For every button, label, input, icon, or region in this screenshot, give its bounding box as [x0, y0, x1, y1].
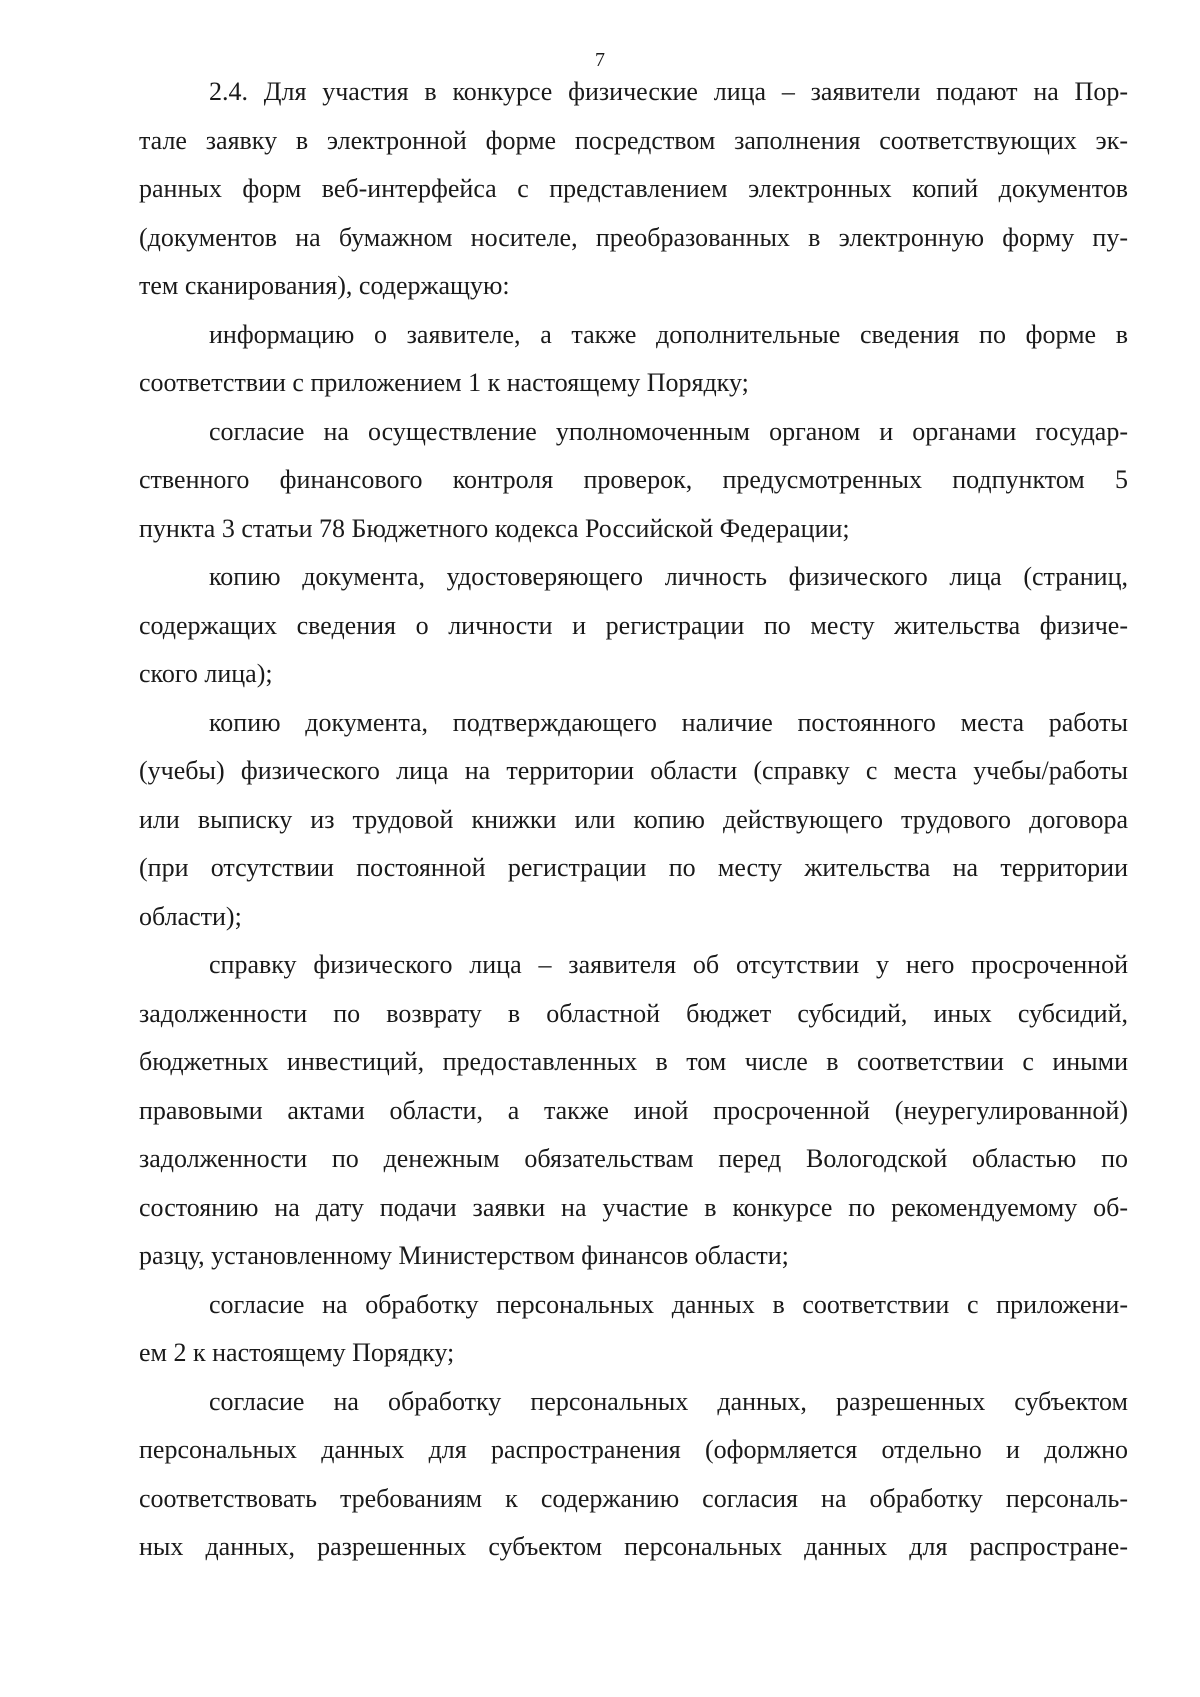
text-line: области); [139, 901, 242, 931]
text-line: тале заявку в электронной форме посредством заполнения соответствующих эк- [139, 125, 1128, 155]
text-line: ем 2 к настоящему Порядку; [139, 1338, 455, 1367]
text-line: (документов на бумажном носителе, преобразованных в электронную форму пу- [139, 222, 1128, 252]
text-line: задолженности по денежным обязательствам перед Вологодской областью по [139, 1144, 1128, 1173]
text-line: задолженности по возврату в областной бюджет субсидий, иных субсидий, [139, 998, 1128, 1028]
text-line: правовыми актами области, а также иной просроченной (неурегулированной) [139, 1095, 1128, 1125]
paragraph [139, 1378, 1128, 1572]
paragraph [139, 941, 1128, 1281]
text-line: состоянию на дату подачи заявки на участие в конкурсе по рекомендуемому об- [139, 1192, 1128, 1222]
text-line: справку физического лица – заявителя об отсутствии у него просроченной [209, 950, 1128, 979]
paragraph [139, 699, 1128, 942]
text-line: пункта 3 статьи 78 Бюджетного кодекса Российской Федерации; [139, 513, 850, 543]
text-line: согласие на обработку персональных данных, разрешенных субъектом [209, 1386, 1128, 1416]
paragraph [139, 311, 1128, 408]
text-line: копию документа, удостоверяющего личность физического лица (страниц, [209, 562, 1128, 591]
paragraph [139, 553, 1128, 699]
text-line: согласие на обработку персональных данных в соответствии с приложени- [209, 1289, 1128, 1319]
text-line: (при отсутствии постоянной регистрации по месту жительства на территории [139, 853, 1128, 882]
document-body [139, 68, 1128, 1572]
page-number: 7 [595, 49, 605, 71]
text-line: персональных данных для распространения (оформляется отдельно и должно [139, 1435, 1128, 1464]
text-line: ского лица); [139, 659, 273, 688]
text-line: информацию о заявителе, а также дополнительные сведения по форме в [209, 319, 1128, 349]
text-line: (учебы) физического лица на территории области (справку с места учебы/работы [139, 756, 1128, 785]
text-line: соответствовать требованиям к содержанию согласия на обработку персональ- [139, 1483, 1128, 1513]
paragraph [139, 1281, 1128, 1378]
text-line: ственного финансового контроля проверок, предусмотренных подпунктом 5 [139, 465, 1128, 494]
text-line: бюджетных инвестиций, предоставленных в том числе в соответствии с иными [139, 1047, 1128, 1076]
text-line: содержащих сведения о личности и регистрации по месту жительства физиче- [139, 610, 1128, 640]
text-line: ных данных, разрешенных субъектом персональных данных для распростране- [139, 1532, 1128, 1561]
text-line: копию документа, подтверждающего наличие постоянного места работы [209, 707, 1128, 737]
paragraph [139, 408, 1128, 554]
text-line: разцу, установленному Министерством финансов области; [139, 1241, 789, 1270]
text-line: ранных форм веб-интерфейса с представлением электронных копий документов [139, 174, 1128, 203]
paragraph [139, 68, 1128, 311]
text-line: тем сканирования), содержащую: [139, 271, 510, 300]
text-line: или выписку из трудовой книжки или копию действующего трудового договора [139, 804, 1128, 834]
text-line: 2.4. Для участия в конкурсе физические лица – заявители подают на Пор- [209, 77, 1128, 106]
text-line: соответствии с приложением 1 к настоящему Порядку; [139, 368, 749, 397]
text-line: согласие на осуществление уполномоченным органом и органами государ- [209, 416, 1128, 446]
